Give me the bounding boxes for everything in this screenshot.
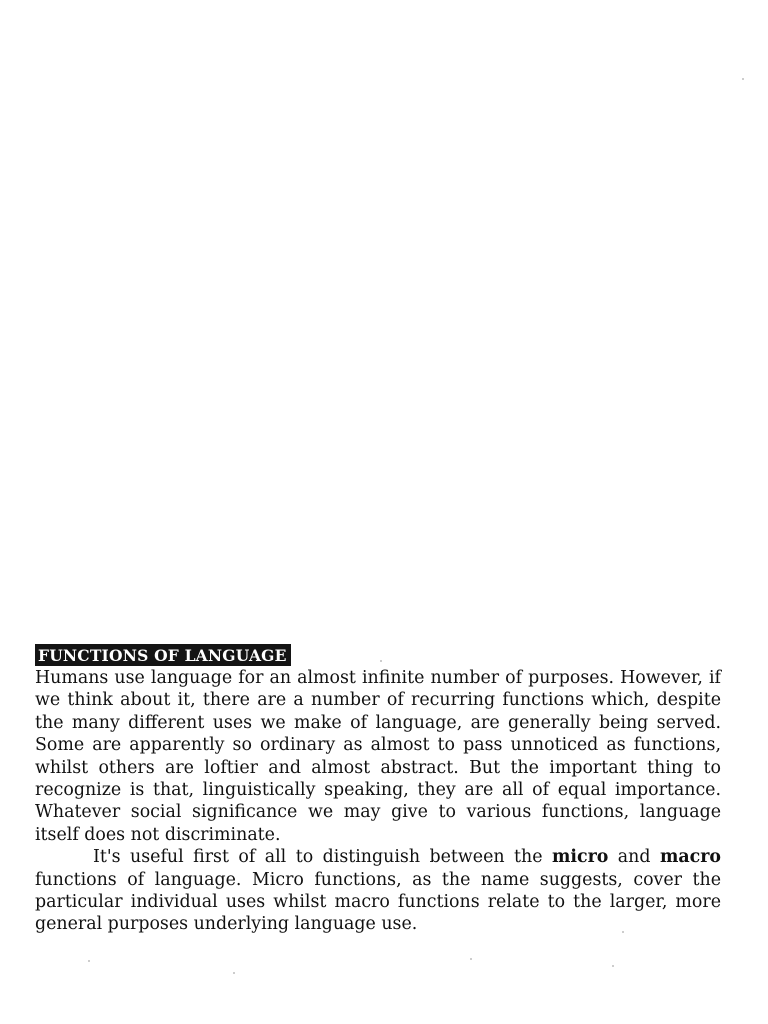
paragraph-intro: Humans use language for an almost infinite number of purposes. However, if we think about it, there are a number of recurring functions which, despite the many different uses we make of language, are generally being served. Some are apparently so ordinary as almost to pass unnoticed as functions, whilst others are loftier and almost abstract. But the important thing to recognize is that, linguistically speaking, they are all of equal importance. Whatever social significance we may give to various functions, language itself does not discriminate. bbox=[35, 668, 721, 845]
paragraph-and: and bbox=[608, 847, 660, 868]
paragraph-rest: functions of language. Micro functions, as the name suggests, cover the particular individual uses whilst macro functions relate to the larger, more general purposes underlying language use. bbox=[35, 869, 721, 935]
term-macro: macro bbox=[659, 847, 721, 868]
term-micro: micro bbox=[551, 847, 609, 868]
paragraph-micro-macro bbox=[35, 846, 721, 936]
language-functions-section bbox=[35, 644, 721, 936]
paragraph-lead: It's useful first of all to distinguish between the bbox=[93, 847, 552, 868]
section-heading: FUNCTIONS OF LANGUAGE bbox=[35, 644, 291, 666]
